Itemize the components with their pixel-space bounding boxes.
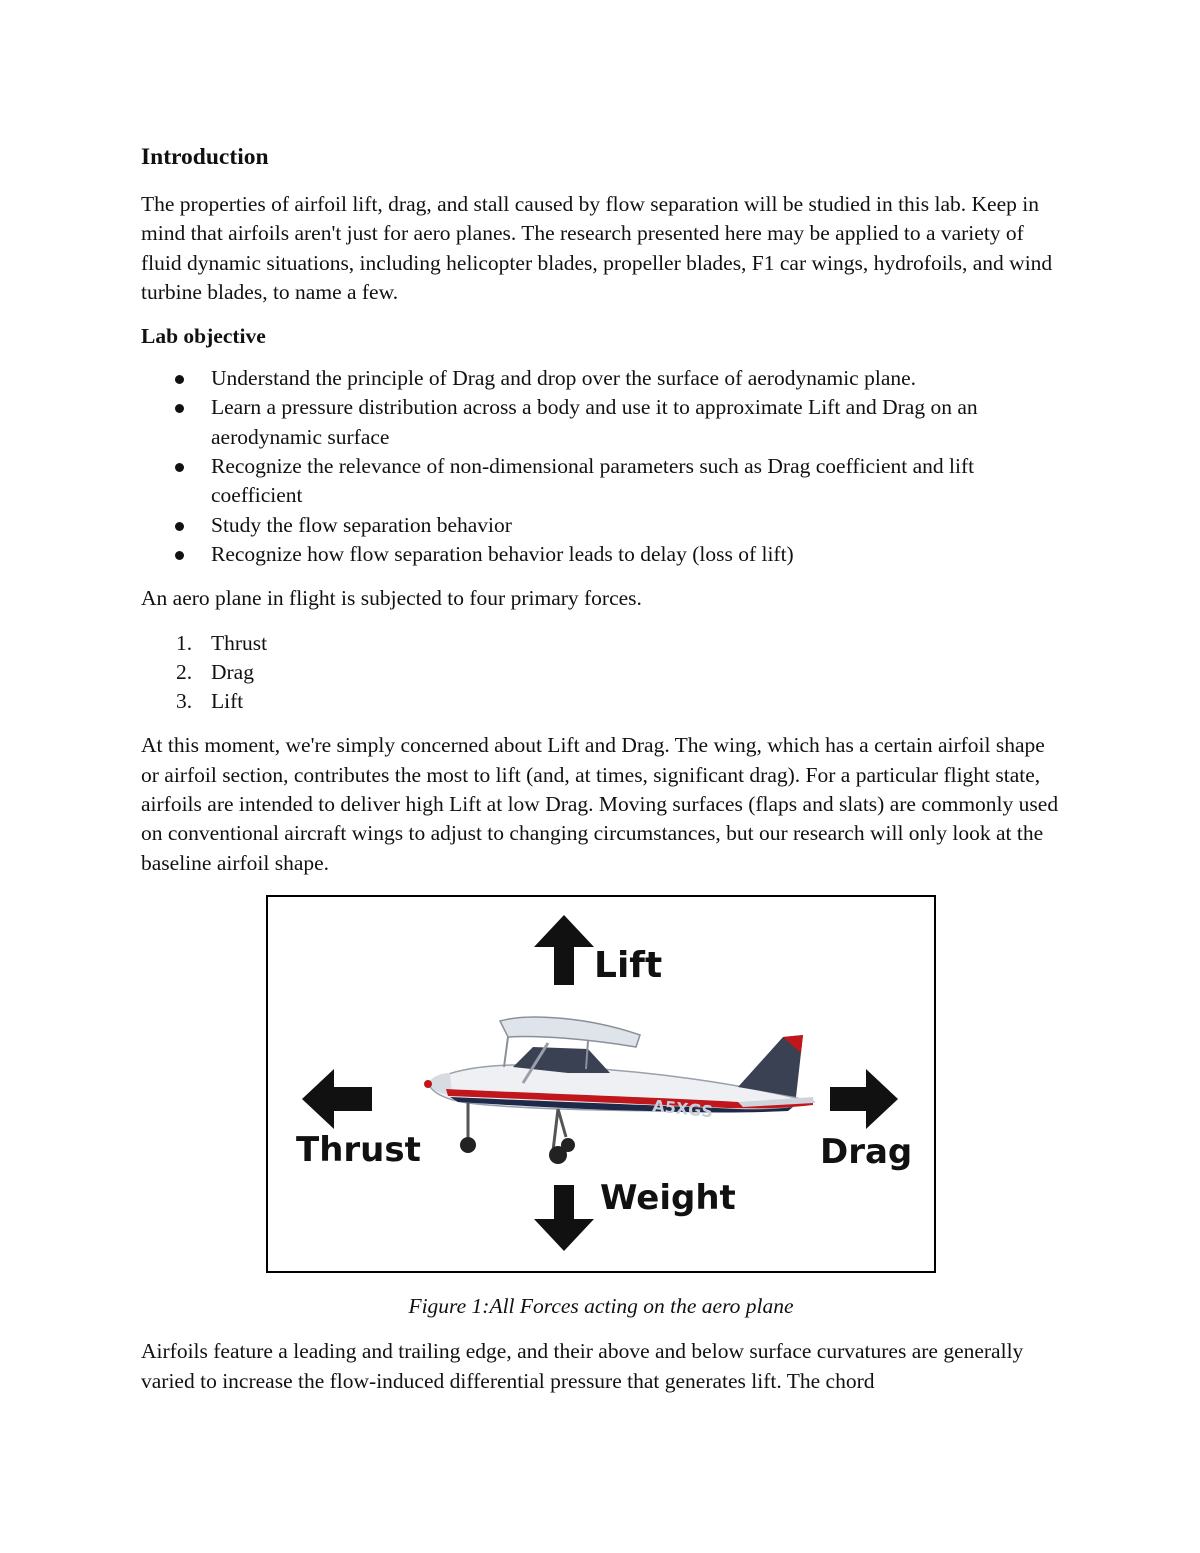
- bullet-icon: [175, 522, 184, 531]
- moment-paragraph: At this moment, we're simply concerned about Lift and Drag. The wing, which has a certain airfoil shape or airfoil section, contributes the most to lift (and, at times, significant drag). For a particular flight state, airfoils are intended to deliver high Lift at low Drag. Moving surfaces (flaps and slats) are commonly used on conventional aircraft wings to adjust to changing circumstances, but our research will only look at the baseline airfoil shape.: [141, 733, 1059, 875]
- thrust-arrow-icon: [302, 1069, 372, 1129]
- thrust-label: Thrust: [296, 1129, 421, 1170]
- list-item: Study the flow separation behavior: [141, 511, 1061, 540]
- objective-heading: Lab objective: [141, 324, 266, 349]
- forces-diagram: [268, 897, 934, 1271]
- document-page: [141, 140, 1061, 1411]
- weight-arrow-icon: [534, 1185, 594, 1251]
- bullet-icon: [175, 463, 184, 472]
- objective-list: [141, 364, 1061, 569]
- drag-label: Drag: [820, 1131, 913, 1172]
- forces-list: [141, 629, 1061, 717]
- lift-arrow-icon: [534, 915, 594, 985]
- bullet-icon: [175, 551, 184, 560]
- list-item: 2. Drag: [176, 659, 254, 684]
- list-item: 3. Lift: [176, 689, 244, 714]
- list-item: Understand the principle of Drag and drop over the surface of aerodynamic plane.: [141, 364, 1061, 393]
- intro-paragraph: The properties of airfoil lift, drag, and stall caused by flow separation will be studied in this lab. Keep in mind that airfoils aren't just for aero planes. The research presented here may be applied to a variety of fluid dynamic situations, including helicopter blades, propeller blades, F1 car wings, hydrofoils, and wind turbine blades, to name a few.: [141, 192, 1053, 304]
- weight-label: Weight: [600, 1177, 736, 1218]
- list-item: 1. Thrust: [176, 630, 268, 655]
- airplane-image: [424, 1017, 814, 1164]
- bullet-icon: [175, 375, 184, 384]
- lift-label: Lift: [594, 944, 663, 986]
- section-heading: Introduction: [141, 144, 269, 170]
- list-item: Recognize how flow separation behavior leads to delay (loss of lift): [141, 540, 1061, 569]
- forces-intro: An aero plane in flight is subjected to four primary forces.: [141, 586, 642, 611]
- bullet-icon: [175, 404, 184, 413]
- list-item: Learn a pressure distribution across a body and use it to approximate Lift and Drag on an aerodynamic surface: [141, 393, 1061, 452]
- airfoil-paragraph: Airfoils feature a leading and trailing edge, and their above and below surface curvatures are generally varied to increase the flow-induced differential pressure that generates lift. The chord: [141, 1339, 1024, 1393]
- list-item: Recognize the relevance of non-dimensional parameters such as Drag coefficient and lift coefficient: [141, 452, 1061, 511]
- forces-figure: [266, 895, 936, 1273]
- registration-label: A5XGS: [651, 1096, 714, 1122]
- figure-caption: Figure 1:All Forces acting on the aero plane: [408, 1293, 794, 1318]
- drag-arrow-icon: [830, 1069, 898, 1129]
